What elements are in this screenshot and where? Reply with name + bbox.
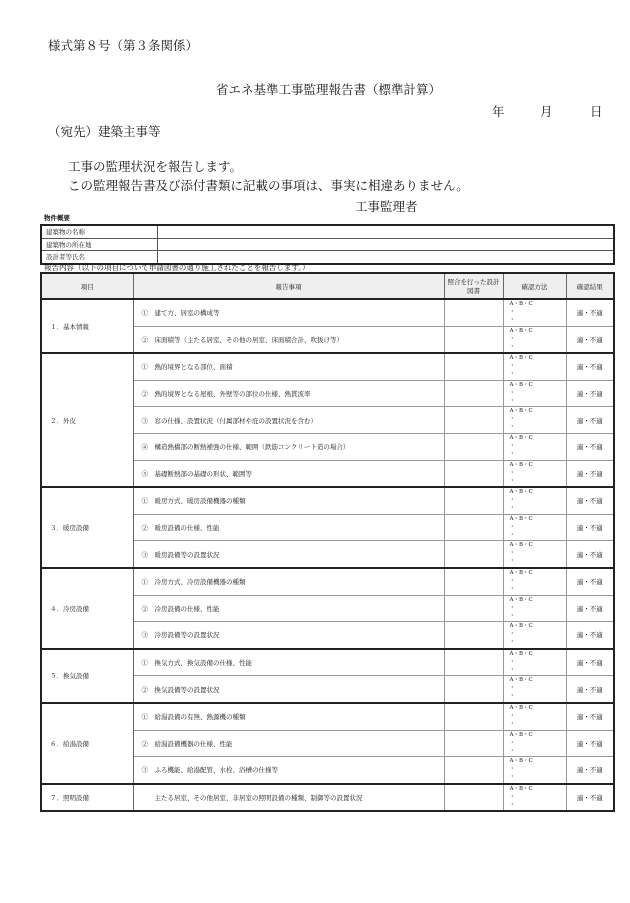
method-options: A・B・C: [509, 704, 533, 711]
design-drawings-field[interactable]: [444, 514, 503, 541]
design-drawings-field[interactable]: [444, 299, 503, 326]
confirmation-method[interactable]: A・B・C ・ ・: [503, 568, 566, 595]
confirmation-result[interactable]: 適・不適: [566, 460, 614, 487]
confirmation-result[interactable]: 適・不適: [566, 433, 614, 460]
design-drawings-field[interactable]: [444, 784, 503, 812]
design-drawings-field[interactable]: [444, 353, 503, 380]
report-table: [40, 272, 615, 812]
confirmation-method[interactable]: A・B・C ・ ・: [503, 380, 566, 407]
report-item: ④ 構造熱橋部の断熱補強の仕様、範囲（鉄筋コンクリート造の場合）: [133, 433, 444, 460]
table-row: [41, 649, 614, 676]
table-row: [41, 299, 614, 326]
report-item: ① 熱的境界となる部位、面積: [133, 353, 444, 380]
confirmation-result[interactable]: 適・不適: [566, 568, 614, 595]
confirmation-method[interactable]: A・B・C ・ ・: [503, 353, 566, 380]
confirmation-method[interactable]: A・B・C ・ ・: [503, 757, 566, 784]
confirmation-result[interactable]: 適・不適: [566, 407, 614, 434]
confirmation-method[interactable]: A・B・C ・ ・: [503, 649, 566, 676]
design-drawings-field[interactable]: [444, 595, 503, 622]
form-title: 省エネ基準工事監理報告書（標準計算）: [216, 82, 442, 97]
confirmation-result[interactable]: 適・不適: [566, 595, 614, 622]
summary-value-field[interactable]: [157, 238, 614, 251]
column-header-method: 確認方法: [503, 273, 566, 299]
method-options: A・B・C: [509, 758, 533, 765]
confirmation-result[interactable]: 適・不適: [566, 784, 614, 812]
confirmation-method[interactable]: A・B・C ・ ・: [503, 514, 566, 541]
group-name: ４．冷房設備: [41, 568, 133, 649]
column-header-report: 報告事項: [133, 273, 444, 299]
statement-line-1: 工事の監理状況を報告します。: [68, 159, 243, 174]
confirmation-result[interactable]: 適・不適: [566, 649, 614, 676]
column-header-drawings: 照合を行った設計図書: [444, 273, 503, 299]
report-item: ② 暖房設備の仕様、性能: [133, 514, 444, 541]
confirmation-method[interactable]: A・B・C ・ ・: [503, 407, 566, 434]
report-item: ③ 窓の仕様、設置状況（付属部材や庇の設置状況を含む）: [133, 407, 444, 434]
design-drawings-field[interactable]: [444, 676, 503, 703]
confirmation-result[interactable]: 適・不適: [566, 299, 614, 326]
confirmation-method[interactable]: A・B・C ・ ・: [503, 595, 566, 622]
method-options: A・B・C: [509, 327, 533, 334]
method-options: A・B・C: [509, 677, 533, 684]
method-options: A・B・C: [509, 596, 533, 603]
report-heading: 報告内容（以下の項目について申請図書の通り施工されたことを報告します。）: [44, 263, 310, 272]
group-name: ２．外皮: [41, 353, 133, 487]
method-options: A・B・C: [509, 569, 533, 576]
supervisor-label: 工事監理者: [355, 199, 418, 214]
method-options: A・B・C: [509, 623, 533, 630]
report-item: ② 熱的境界となる屋根、外壁等の部位の仕様、熱貫流率: [133, 380, 444, 407]
group-name: ５．換気設備: [41, 649, 133, 703]
report-item: ① 換気方式、換気設備の仕様、性能: [133, 649, 444, 676]
column-header-item: 項目: [41, 273, 133, 299]
summary-row: [41, 225, 614, 238]
confirmation-result[interactable]: 適・不適: [566, 622, 614, 649]
confirmation-result[interactable]: 適・不適: [566, 541, 614, 568]
design-drawings-field[interactable]: [444, 487, 503, 514]
report-item: ③ 暖房設備等の設置状況: [133, 541, 444, 568]
method-options: A・B・C: [509, 515, 533, 522]
report-item: ② 床面積等（主たる居室、その他の居室、床面積合計、吹抜け等）: [133, 326, 444, 353]
design-drawings-field[interactable]: [444, 649, 503, 676]
method-options: A・B・C: [509, 650, 533, 657]
table-row: [41, 703, 614, 730]
group-name: ３．暖房設備: [41, 487, 133, 568]
summary-heading: 物件概要: [44, 214, 70, 222]
design-drawings-field[interactable]: [444, 757, 503, 784]
group-name: １．基本情報: [41, 299, 133, 353]
confirmation-method[interactable]: A・B・C ・ ・: [503, 326, 566, 353]
design-drawings-field[interactable]: [444, 326, 503, 353]
confirmation-result[interactable]: 適・不適: [566, 757, 614, 784]
confirmation-method[interactable]: A・B・C ・ ・: [503, 299, 566, 326]
confirmation-method[interactable]: A・B・C ・ ・: [503, 541, 566, 568]
method-options: A・B・C: [509, 785, 533, 792]
design-drawings-field[interactable]: [444, 730, 503, 757]
confirmation-method[interactable]: A・B・C ・ ・: [503, 433, 566, 460]
summary-row: [41, 238, 614, 251]
design-drawings-field[interactable]: [444, 541, 503, 568]
statement-line-2: この監理報告書及び添付書類に記載の事項は、事実に相違ありません。: [68, 178, 469, 193]
report-item: ① 冷房方式、冷房設備機器の種類: [133, 568, 444, 595]
property-summary-table: [40, 224, 615, 265]
confirmation-result[interactable]: 適・不適: [566, 514, 614, 541]
date-month-label: 月: [540, 104, 553, 119]
method-options: A・B・C: [509, 731, 533, 738]
group-name: ６．給湯設備: [41, 703, 133, 784]
report-item: ① 給湯設備の有無、熱源機の種類: [133, 703, 444, 730]
method-options: A・B・C: [509, 434, 533, 441]
confirmation-result[interactable]: 適・不適: [566, 380, 614, 407]
summary-label: 建築物の名称: [41, 225, 157, 238]
method-options: A・B・C: [509, 461, 533, 468]
table-row: [41, 487, 614, 514]
confirmation-result[interactable]: 適・不適: [566, 326, 614, 353]
design-drawings-field[interactable]: [444, 407, 503, 434]
report-item: 主たる居室、その他居室、非居室の照明設備の種類、制御等の設置状況: [133, 784, 444, 812]
design-drawings-field[interactable]: [444, 380, 503, 407]
report-item: ② 冷房設備の仕様、性能: [133, 595, 444, 622]
report-item: ① 建て方、居室の構成等: [133, 299, 444, 326]
report-item: ③ 冷房設備等の設置状況: [133, 622, 444, 649]
design-drawings-field[interactable]: [444, 568, 503, 595]
confirmation-result[interactable]: 適・不適: [566, 353, 614, 380]
confirmation-result[interactable]: 適・不適: [566, 730, 614, 757]
date-year-label: 年: [492, 104, 505, 119]
confirmation-method[interactable]: A・B・C ・ ・: [503, 784, 566, 812]
confirmation-method[interactable]: A・B・C ・ ・: [503, 730, 566, 757]
report-item: ② 換気設備等の設置状況: [133, 676, 444, 703]
method-options: A・B・C: [509, 355, 533, 362]
date-day-label: 日: [590, 104, 603, 119]
report-item: ① 暖房方式、暖房設備機器の種類: [133, 487, 444, 514]
confirmation-result[interactable]: 適・不適: [566, 676, 614, 703]
column-header-result: 確認結果: [566, 273, 614, 299]
confirmation-result[interactable]: 適・不適: [566, 487, 614, 514]
confirmation-method[interactable]: A・B・C ・ ・: [503, 703, 566, 730]
table-row: [41, 784, 614, 812]
summary-label: 設計者等氏名: [41, 251, 157, 264]
design-drawings-field[interactable]: [444, 622, 503, 649]
summary-value-field[interactable]: [157, 225, 614, 238]
design-drawings-field[interactable]: [444, 703, 503, 730]
design-drawings-field[interactable]: [444, 460, 503, 487]
report-item: ⑤ 基礎断熱部の基礎の形状、範囲等: [133, 460, 444, 487]
form-number: 様式第８号（第３条関係）: [48, 38, 199, 53]
group-name: ７．照明設備: [41, 784, 133, 812]
addressee: （宛先）建築主事等: [48, 124, 161, 139]
table-row: [41, 568, 614, 595]
confirmation-method[interactable]: A・B・C ・ ・: [503, 622, 566, 649]
table-row: [41, 353, 614, 380]
report-item: ③ ふろ機能、給湯配管、水栓、浴槽の仕様等: [133, 757, 444, 784]
confirmation-method[interactable]: A・B・C ・ ・: [503, 676, 566, 703]
confirmation-method[interactable]: A・B・C ・ ・: [503, 487, 566, 514]
confirmation-result[interactable]: 適・不適: [566, 703, 614, 730]
report-item: ② 給湯設備機器の仕様、性能: [133, 730, 444, 757]
method-options: A・B・C: [509, 408, 533, 415]
method-options: A・B・C: [509, 301, 533, 307]
confirmation-method[interactable]: A・B・C ・ ・: [503, 460, 566, 487]
design-drawings-field[interactable]: [444, 433, 503, 460]
summary-label: 建築物の所在地: [41, 238, 157, 251]
method-options: A・B・C: [509, 381, 533, 388]
method-options: A・B・C: [509, 542, 533, 549]
method-options: A・B・C: [509, 489, 533, 496]
